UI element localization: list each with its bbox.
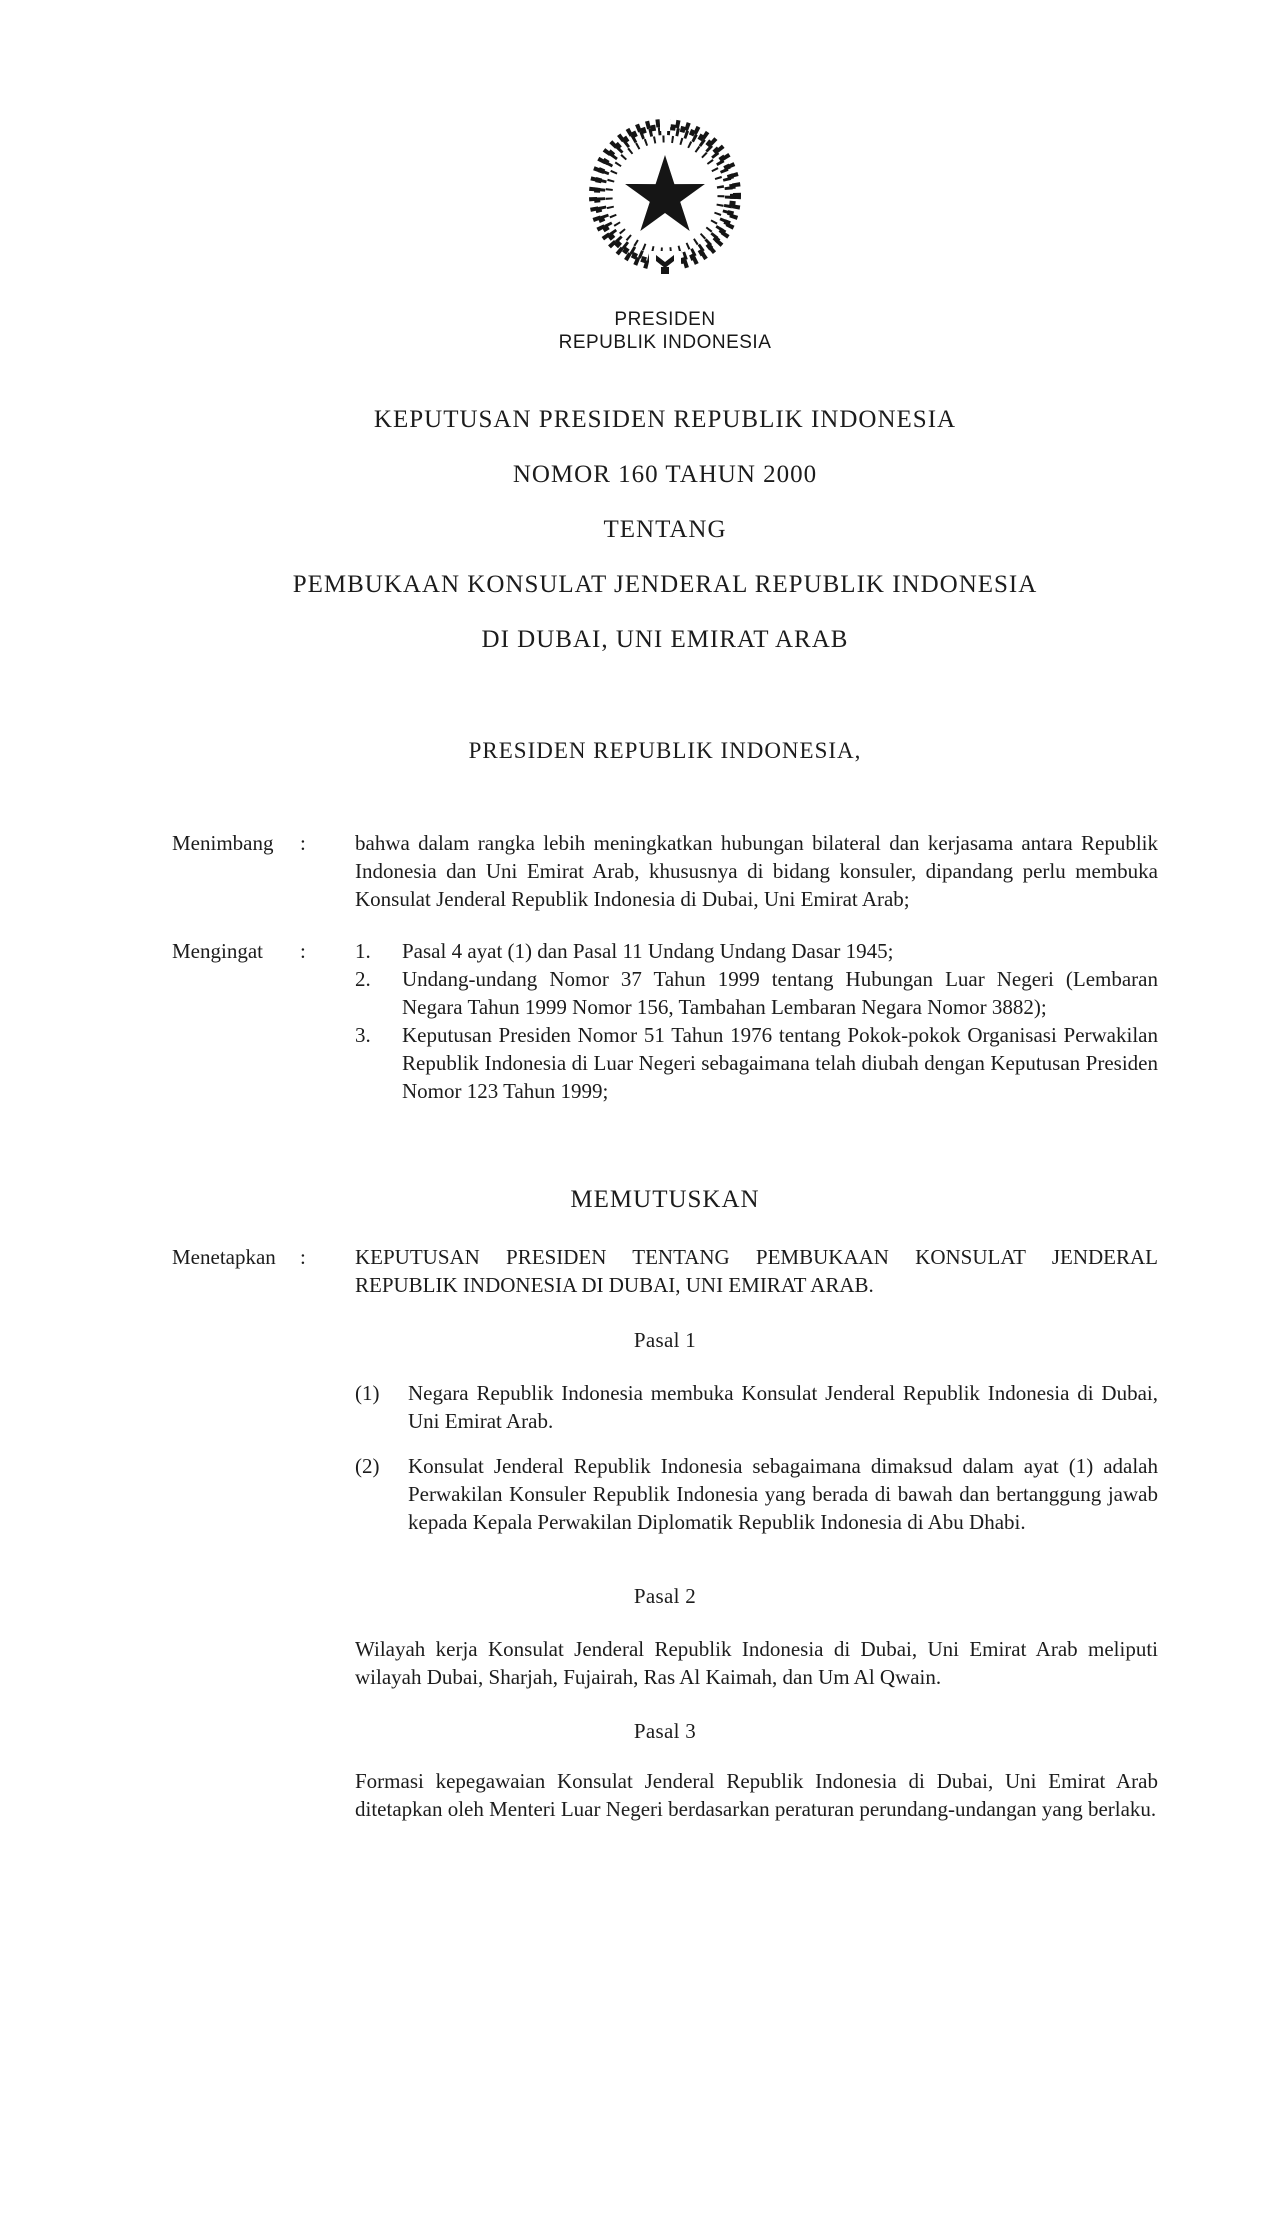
menimbang-colon: : bbox=[300, 831, 306, 855]
menetapkan-colon: : bbox=[300, 1245, 306, 1269]
pasal-1-body bbox=[172, 1379, 1158, 1536]
title-line-decree: KEPUTUSAN PRESIDEN REPUBLIK INDONESIA bbox=[373, 406, 957, 433]
document-scan bbox=[0, 115, 1275, 2215]
preamble-heading: PRESIDEN REPUBLIK INDONESIA, bbox=[468, 738, 862, 763]
mengingat-item-2-text: Undang-undang Nomor 37 Tahun 1999 tentang Hubungan Luar Negeri (Lembaran Negara Tahun 1999 Nomor 156, Tambahan Lembaran Negara Nomor 3882); bbox=[402, 967, 1158, 1019]
title-line-number: NOMOR 160 TAHUN 2000 bbox=[512, 461, 818, 488]
mengingat-item-3 bbox=[355, 1021, 1158, 1105]
document-page bbox=[0, 115, 1275, 1823]
emblem-caption bbox=[172, 308, 1158, 354]
mengingat-item-2 bbox=[355, 965, 1158, 1021]
pasal-1-item-2-text: Konsulat Jenderal Republik Indonesia sebagaimana dimaksud dalam ayat (1) adalah Perwakilan Konsuler Republik Indonesia yang berada di bawah dan bertanggung jawab kepada Kepala Perwakilan Diplomatik Republik Indonesia di Abu Dhabi. bbox=[408, 1454, 1158, 1534]
pasal-1-heading: Pasal 1 bbox=[633, 1328, 697, 1352]
menimbang-label bbox=[172, 829, 355, 857]
mengingat-item-1 bbox=[355, 937, 1158, 965]
mengingat-section bbox=[172, 937, 1158, 1105]
mengingat-label-text: Mengingat bbox=[172, 939, 263, 963]
mengingat-item-2-number: 2. bbox=[355, 967, 371, 991]
pasal-1-item-1-text: Negara Republik Indonesia membuka Konsulat Jenderal Republik Indonesia di Dubai, Uni Emirat Arab. bbox=[408, 1381, 1158, 1433]
presidential-emblem bbox=[585, 115, 745, 282]
menimbang-text: bahwa dalam rangka lebih meningkatkan hubungan bilateral dan kerjasama antara Republik Indonesia dan Uni Emirat Arab, khususnya di bidang konsuler, dipandang perlu membuka Konsulat Jenderal Republik Indonesia di Dubai, Uni Emirat Arab; bbox=[355, 831, 1158, 911]
mengingat-item-3-number: 3. bbox=[355, 1023, 371, 1047]
pasal-1-list bbox=[355, 1379, 1158, 1536]
menetapkan-text: KEPUTUSAN PRESIDEN TENTANG PEMBUKAAN KONSULAT JENDERAL REPUBLIK INDONESIA DI DUBAI, UNI EMIRAT ARAB. bbox=[355, 1245, 1158, 1297]
menimbang-label-text: Menimbang bbox=[172, 831, 274, 855]
menetapkan-label bbox=[172, 1243, 355, 1271]
pasal-1-item-2 bbox=[355, 1452, 1158, 1536]
star-wreath-icon bbox=[585, 115, 745, 275]
mengingat-label bbox=[172, 937, 355, 965]
pasal-3-text: Formasi kepegawaian Konsulat Jenderal Republik Indonesia di Dubai, Uni Emirat Arab ditetapkan oleh Menteri Luar Negeri berdasarkan peraturan perundang-undangan yang berlaku. bbox=[355, 1769, 1158, 1821]
mengingat-item-1-number: 1. bbox=[355, 939, 371, 963]
title-line-tentang: TENTANG bbox=[603, 516, 727, 543]
document-title bbox=[172, 406, 1158, 654]
pasal-1-item-2-number: (2) bbox=[355, 1454, 380, 1478]
menetapkan-section bbox=[172, 1243, 1158, 1299]
pasal-2-text: Wilayah kerja Konsulat Jenderal Republik Indonesia di Dubai, Uni Emirat Arab meliputi wilayah Dubai, Sharjah, Fujairah, Ras Al Kaimah, dan Um Al Qwain. bbox=[355, 1637, 1158, 1689]
mengingat-colon: : bbox=[300, 939, 306, 963]
emblem-caption-line-2: REPUBLIK INDONESIA bbox=[558, 332, 772, 353]
title-line-subject: PEMBUKAAN KONSULAT JENDERAL REPUBLIK INDONESIA bbox=[292, 571, 1038, 598]
menetapkan-label-text: Menetapkan bbox=[172, 1245, 276, 1269]
mengingat-list bbox=[355, 937, 1158, 1105]
star-icon bbox=[625, 155, 705, 231]
memutuskan-heading: MEMUTUSKAN bbox=[570, 1186, 760, 1213]
mengingat-item-1-text: Pasal 4 ayat (1) dan Pasal 11 Undang Undang Dasar 1945; bbox=[402, 939, 894, 963]
title-line-location: DI DUBAI, UNI EMIRAT ARAB bbox=[481, 626, 849, 653]
pasal-3-body bbox=[172, 1767, 1158, 1823]
emblem-caption-line-1: PRESIDEN bbox=[614, 309, 716, 330]
pasal-1-item-1-number: (1) bbox=[355, 1381, 380, 1405]
pasal-1-item-1 bbox=[355, 1379, 1158, 1435]
pasal-3-heading: Pasal 3 bbox=[633, 1719, 697, 1743]
mengingat-item-3-text: Keputusan Presiden Nomor 51 Tahun 1976 tentang Pokok-pokok Organisasi Perwakilan Republik Indonesia di Luar Negeri sebagaimana telah diubah dengan Keputusan Presiden Nomor 123 Tahun 1999; bbox=[402, 1023, 1158, 1103]
pasal-2-heading: Pasal 2 bbox=[633, 1584, 697, 1608]
pasal-2-body bbox=[172, 1635, 1158, 1691]
menimbang-section bbox=[172, 829, 1158, 913]
